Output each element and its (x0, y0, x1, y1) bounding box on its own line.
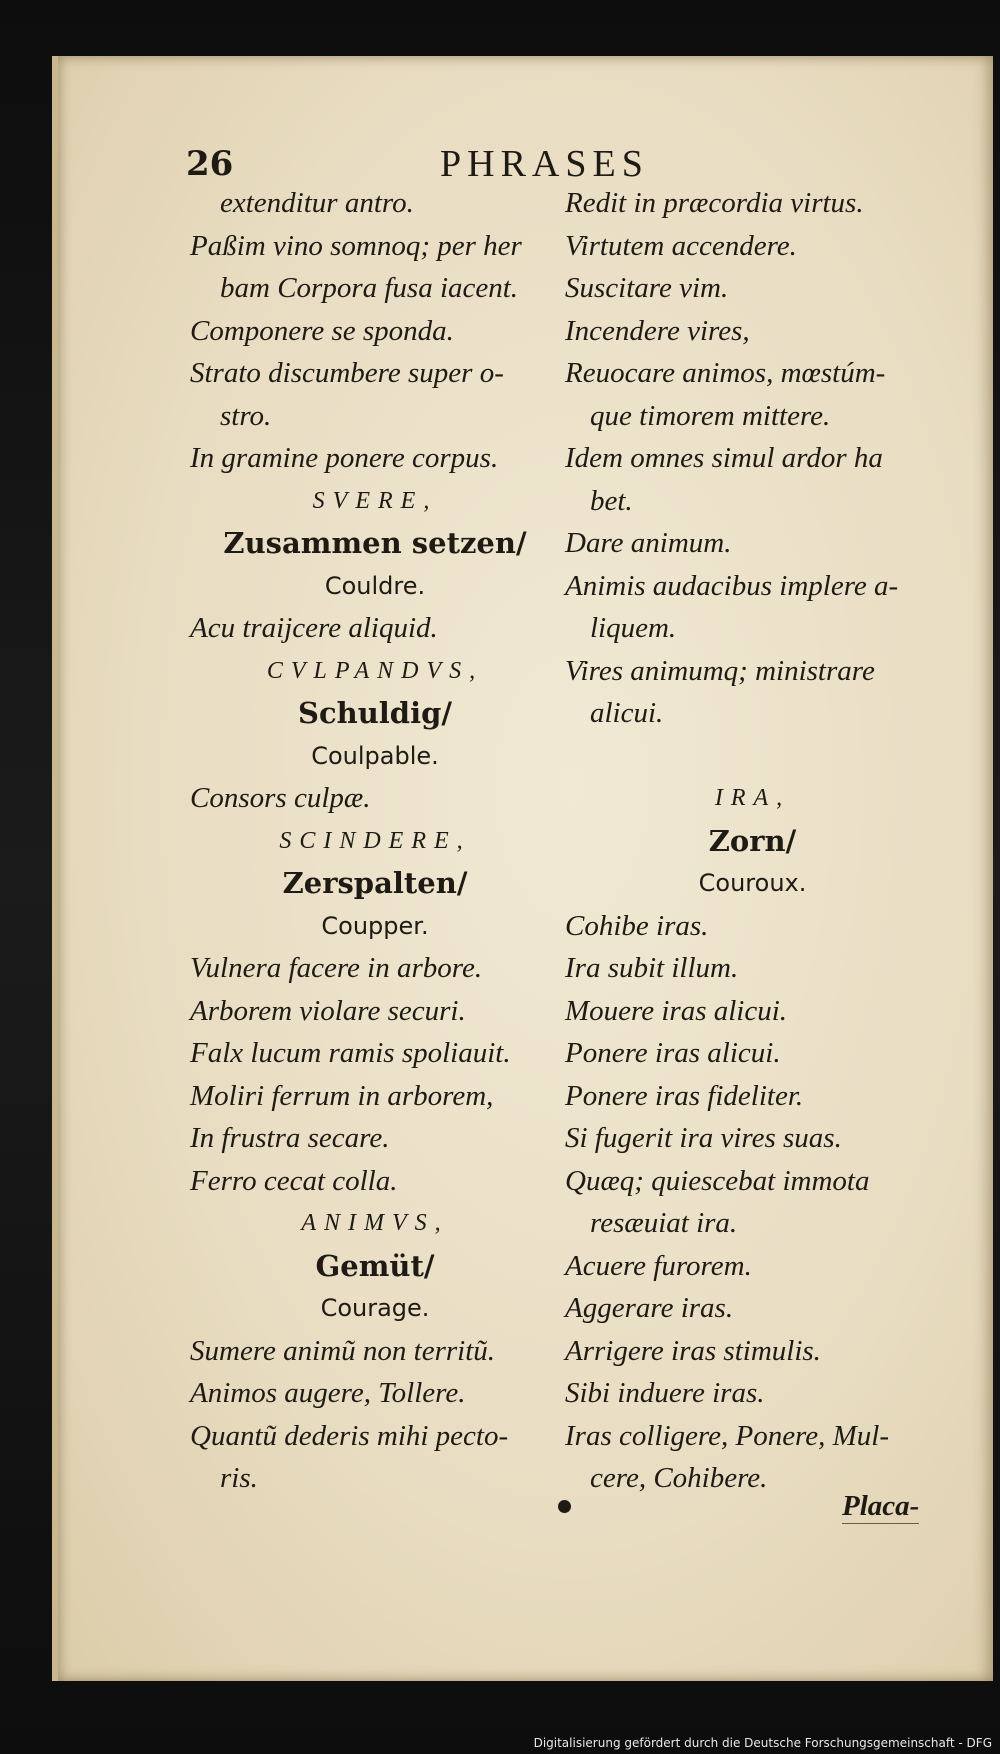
right-phrase-line: Quæq; quiescebat immota (565, 1164, 870, 1197)
right-phrase-line: cere, Cohibere. (590, 1462, 768, 1494)
left-phrase-line: Consors culpæ. (190, 782, 371, 814)
left-french-gloss: Coupper. (321, 911, 429, 940)
left-phrase-line: stro. (220, 399, 272, 432)
right-phrase-line: resæuiat ira. (590, 1207, 738, 1239)
digitization-credit: Digitalisierung gefördert durch die Deutsche Forschungsgemeinschaft - DFG (533, 1736, 992, 1750)
right-spacer (560, 735, 940, 778)
right-phrase-line: alicui. (590, 697, 664, 729)
left-phrase-line: Sumere animũ non territũ. (190, 1334, 496, 1367)
page-number: 26 (186, 144, 234, 184)
left-phrase-line: Ferro cecat colla. (190, 1164, 398, 1197)
left-french-gloss: Coulpable. (311, 741, 439, 770)
right-phrase-line: Reuocare animos, mœstúm- (565, 357, 886, 389)
left-phrase-line: Paßim vino somnoq; per her (190, 229, 522, 262)
right-entry-heading: IRA, (714, 785, 791, 811)
left-german-gloss: Schuldig/ (298, 696, 452, 730)
left-entry-heading: SCINDERE, (279, 827, 471, 854)
right-phrase-line: Animis audacibus implere a- (565, 569, 899, 602)
right-phrase-line: Redit in præcordia virtus. (565, 187, 864, 219)
left-phrase-line: Moliri ferrum in arborem, (190, 1079, 494, 1112)
left-german-gloss: Zerspalten/ (282, 866, 468, 900)
left-phrase-line: extenditur antro. (220, 187, 414, 219)
left-phrase-line: Animos augere, Tollere. (190, 1377, 466, 1409)
right-phrase-line: Aggerare iras. (565, 1292, 734, 1324)
right-phrase-line: Arrigere iras stimulis. (565, 1334, 821, 1367)
running-title: PHRASES (440, 143, 649, 185)
right-phrase-line: Iras colligere, Ponere, Mul- (565, 1419, 890, 1452)
left-entry-heading: SVERE, (312, 487, 438, 514)
right-phrase-line: Ponere iras alicui. (565, 1037, 781, 1069)
right-phrase-line: Virtutem accendere. (565, 229, 797, 262)
right-phrase-line: Idem omnes simul ardor ha (565, 442, 883, 474)
left-phrase-line: In frustra secare. (190, 1122, 390, 1154)
left-phrase-line: ris. (220, 1462, 258, 1494)
left-phrase-line: Falx lucum ramis spoliauit. (190, 1037, 511, 1069)
left-entry-heading: CVLPANDVS, (266, 657, 484, 684)
right-phrase-line: Ira subit illum. (565, 952, 739, 984)
right-phrase-line: liquem. (590, 612, 677, 644)
right-phrase-line: Mouere iras alicui. (565, 994, 788, 1027)
right-phrase-line: Sibi induere iras. (565, 1377, 765, 1409)
right-phrase-line: Cohibe iras. (565, 909, 709, 942)
right-phrase-line: Dare animum. (565, 527, 732, 559)
right-phrase-line: Suscitare vim. (565, 272, 729, 304)
left-phrase-line: Strato discumbere super o- (190, 357, 504, 389)
left-phrase-line: Vulnera facere in arbore. (190, 952, 483, 984)
left-phrase-line: Quantũ dederis mihi pecto- (190, 1419, 509, 1452)
right-phrase-line: que timorem mittere. (590, 399, 831, 432)
catchword: Placa- (842, 1490, 920, 1522)
left-phrase-line: Arborem violare securi. (190, 994, 466, 1027)
right-phrase-line: Vires animumq; ministrare (565, 654, 875, 687)
right-phrase-line: bet. (590, 484, 633, 517)
left-french-gloss: Courage. (320, 1294, 430, 1322)
left-phrase-line: Componere se sponda. (190, 314, 454, 347)
right-phrase-line: Si fugerit ira vires suas. (565, 1122, 842, 1154)
right-column (560, 182, 940, 1500)
right-french-gloss: Couroux. (698, 869, 807, 897)
left-german-gloss: Gemüt/ (315, 1248, 435, 1283)
right-german-gloss: Zorn/ (708, 823, 797, 858)
left-column (190, 182, 560, 1500)
left-phrase-line: bam Corpora fusa iacent. (220, 272, 519, 304)
left-german-gloss: Zusammen setzen/ (223, 526, 527, 560)
left-phrase-line: Acu traijcere aliquid. (190, 612, 438, 644)
left-phrase-line: In gramine ponere corpus. (190, 442, 499, 474)
right-phrase-line: Incendere vires, (565, 314, 750, 347)
left-entry-heading: ANIMVS, (301, 1210, 449, 1236)
left-french-gloss: Couldre. (324, 571, 426, 600)
right-phrase-line: Ponere iras fideliter. (565, 1079, 804, 1112)
right-phrase-line: Acuere furorem. (565, 1249, 752, 1282)
ink-dot-mark (558, 1500, 571, 1513)
